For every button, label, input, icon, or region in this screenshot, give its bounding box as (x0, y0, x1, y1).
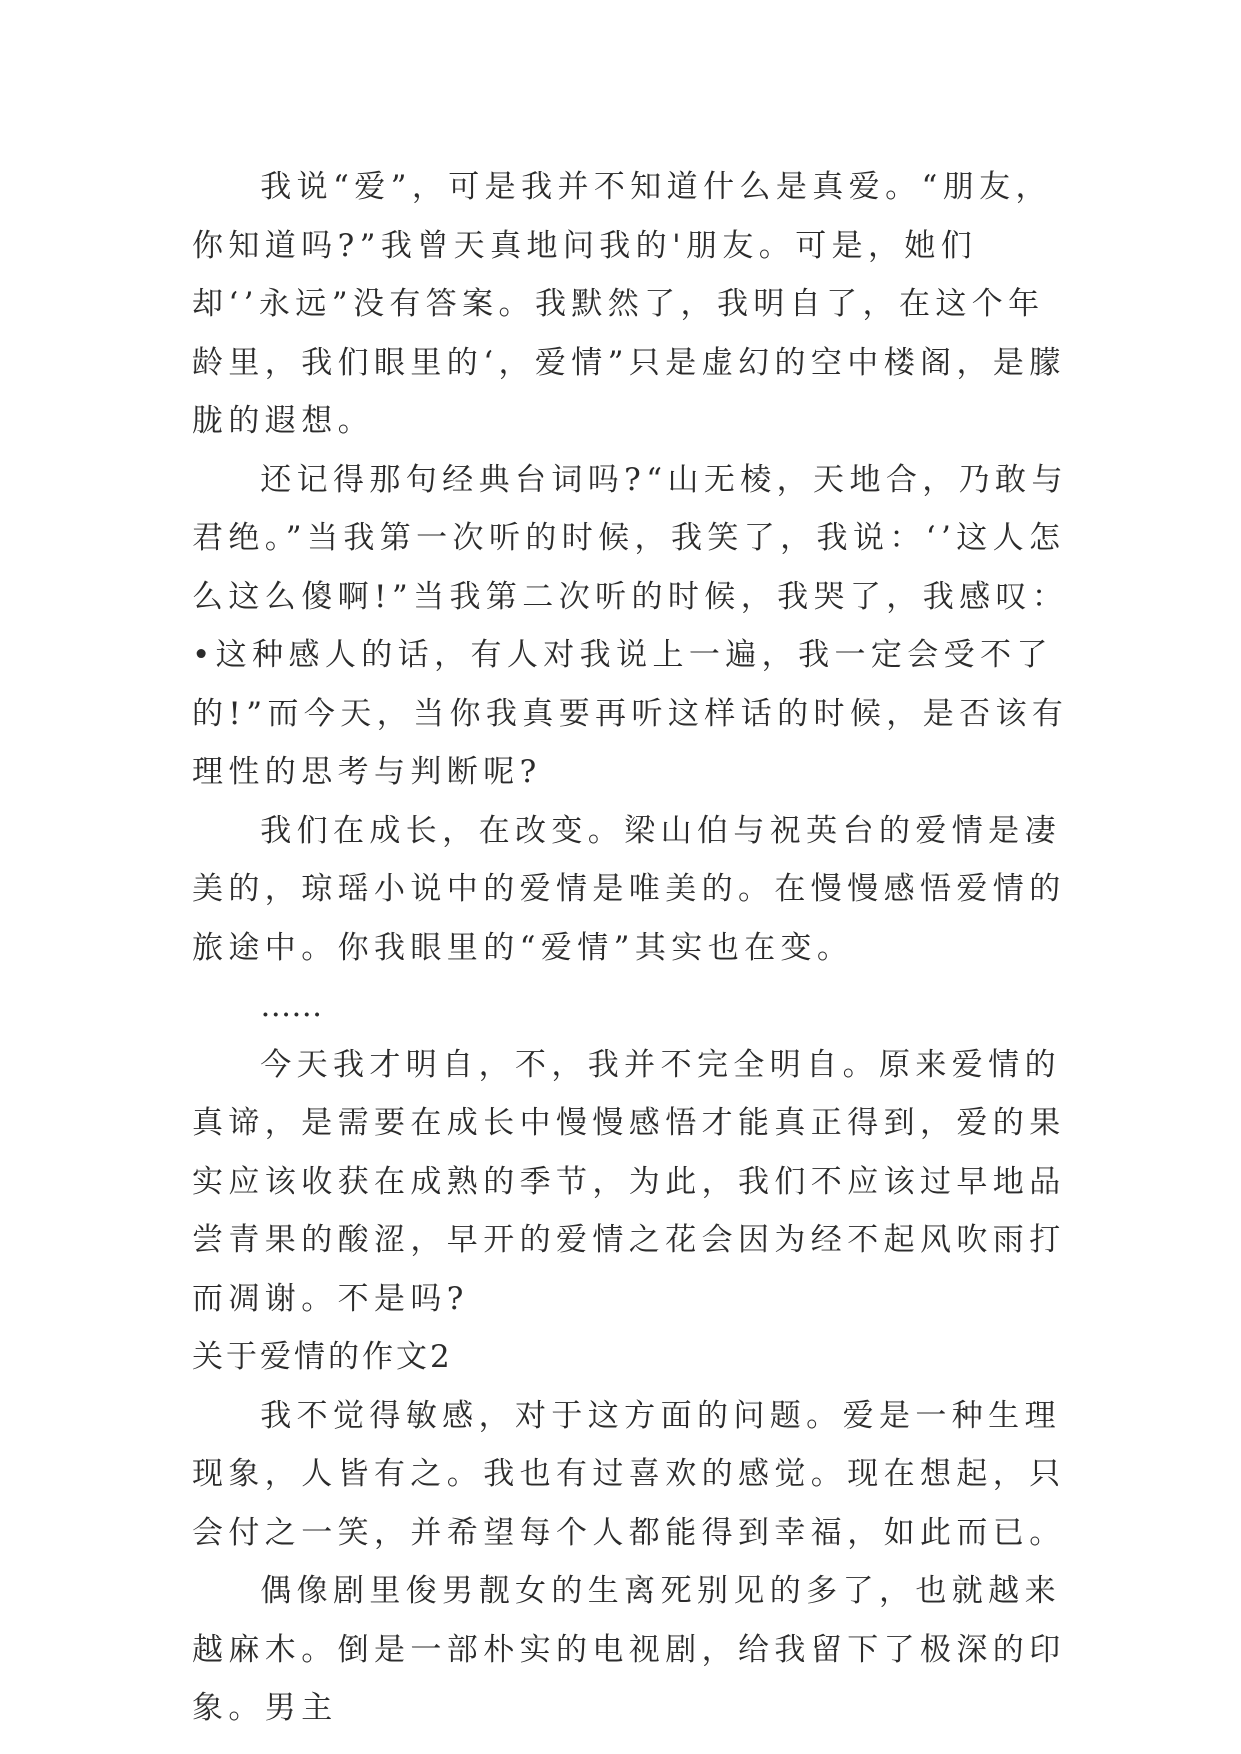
paragraph-3: 我们在成长，在改变。梁山伯与祝英台的爱情是凄美的，琼瑶小说中的爱情是唯美的。在慢慢感悟爱情的旅途中。你我眼里的“爱情”其实也在变。 (192, 812, 1066, 966)
paragraph-6: 偶像剧里俊男靓女的生离死别见的多了，也就越来越麻木。倒是一部朴实的电视剧，给我留下了极深的印象。男主 (192, 1573, 1066, 1726)
paragraph-5: 我不觉得敏感，对于这方面的问题。爱是一种生理现象，人皆有之。我也有过喜欢的感觉。现在想起，只会付之一笑，并希望每个人都能得到幸福，如此而已。 (192, 1397, 1066, 1551)
section-heading: 关于爱情的作文2 (192, 1339, 453, 1375)
paragraph-1: 我说“爱”，可是我并不知道什么是真爱。“朋友，你知道吗?”我曾天真地问我的'朋友。可是，她们却‘’永远”没有答案。我默然了，我明自了，在这个年龄里，我们眼里的‘，爱情”只是虚幻的空中楼阁，是朦胧的遐想。 (192, 169, 1066, 439)
paragraph-4: 今天我才明自，不，我并不完全明自。原来爱情的真谛，是需要在成长中慢慢感悟才能真正得到，爱的果实应该收获在成熟的季节，为此，我们不应该过早地品尝青果的酸涩，早开的爱情之花会因为经不起风吹雨打而凋谢。不是吗? (192, 1046, 1066, 1317)
paragraph-2: 还记得那句经典台词吗?“山无棱，天地合，乃敢与君绝。”当我第一次听的时候，我笑了，我说：‘’这人怎么这么傻啊!”当我第二次听的时候，我哭了，我感叹：•这种感人的话，有人对我说上一遍，我一定会受不了的!”而今天，当你我真要再听这样话的时候，是否该有理性的思考与判断呢? (192, 461, 1069, 790)
paragraph-ellipsis: …… (260, 988, 323, 1024)
document-body (192, 158, 1072, 1738)
